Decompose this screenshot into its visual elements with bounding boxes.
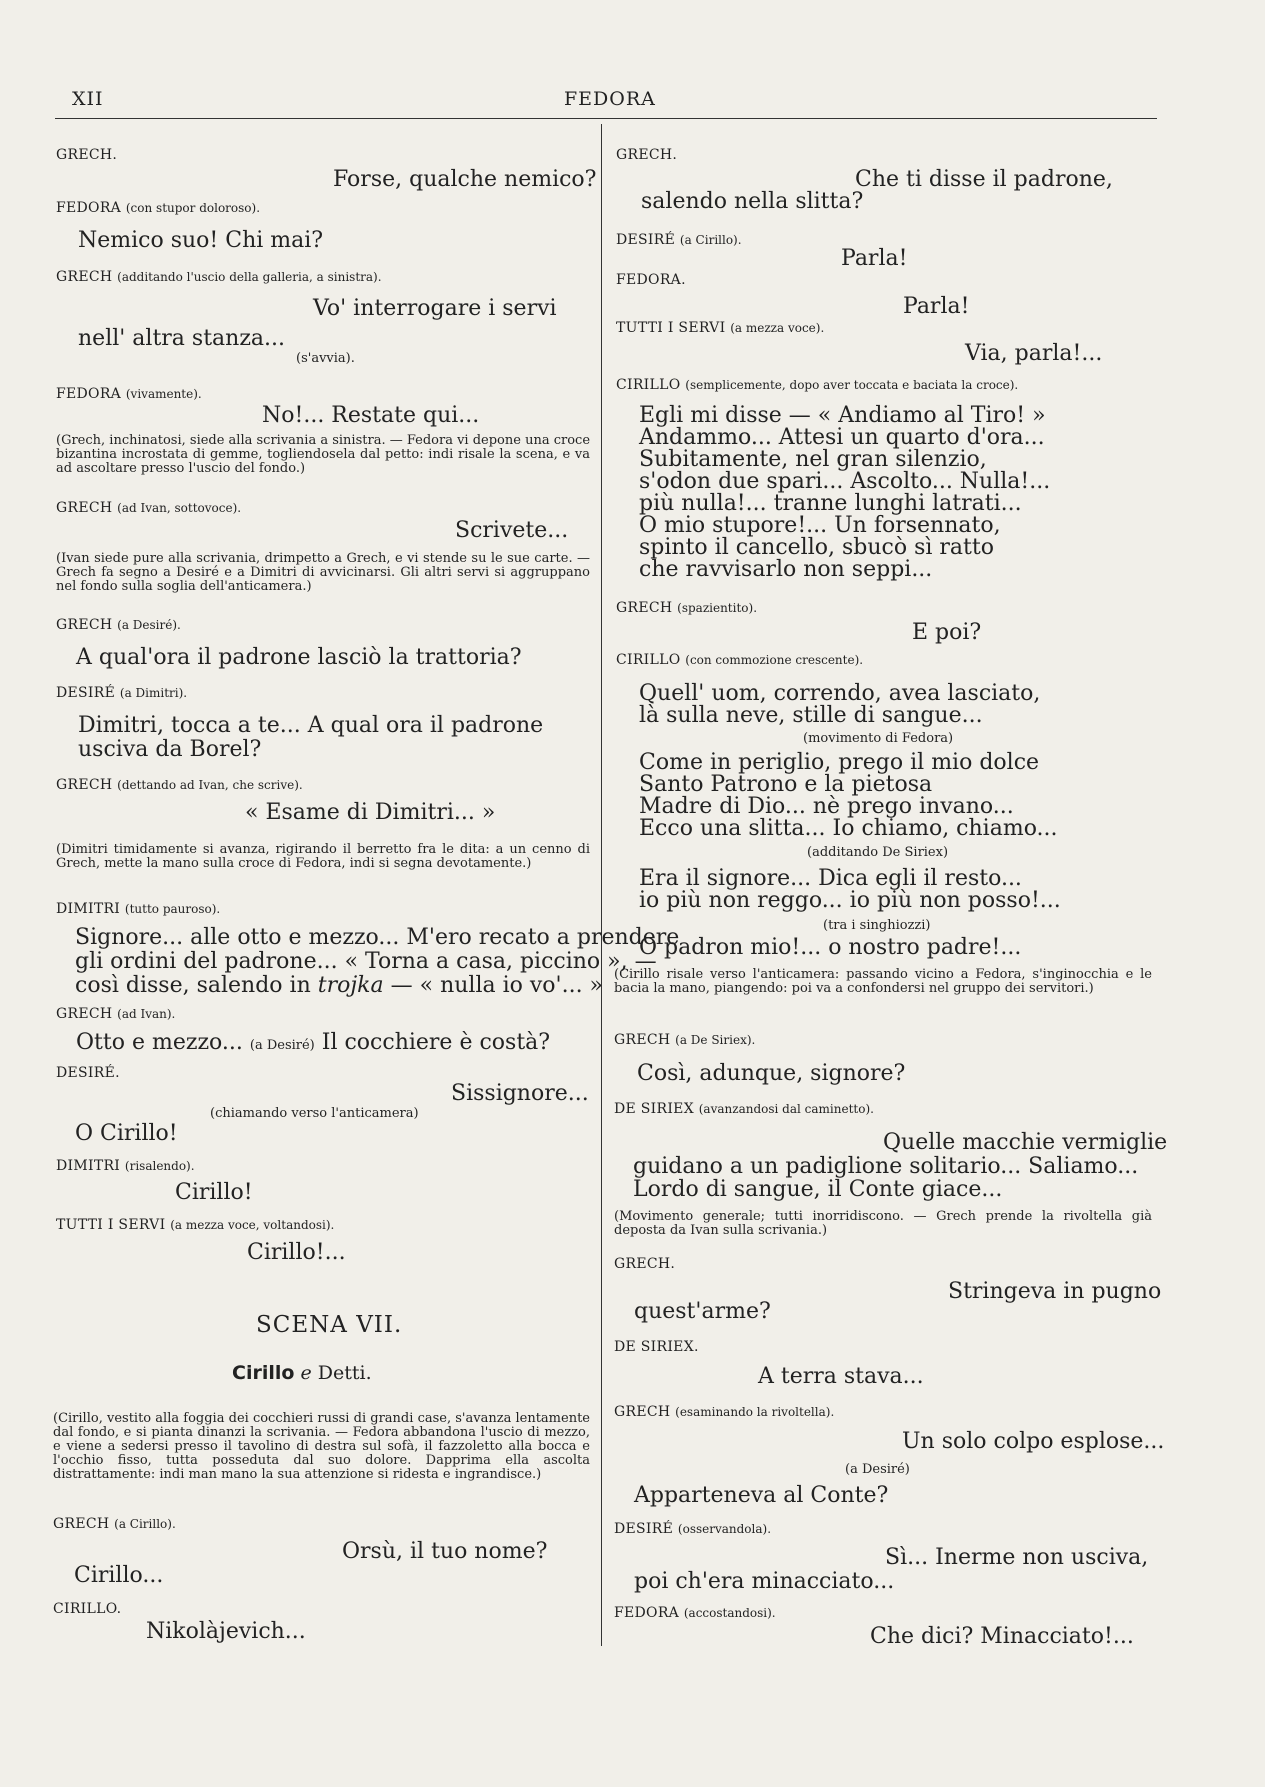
verse-line: A terra stava... — [758, 1364, 924, 1389]
verse-line: Forse, qualche nemico? — [333, 167, 597, 192]
verse-line: Orsù, il tuo nome? — [342, 1539, 548, 1564]
page-title: FEDORA — [564, 88, 656, 110]
verse-line: Così, adunque, signore? — [637, 1061, 906, 1086]
speaker-line: GRECH (a De Siriex). — [614, 1032, 756, 1048]
speaker-line: GRECH (dettando ad Ivan, che scrive). — [56, 777, 303, 793]
speaker-line: GRECH (a Cirillo). — [53, 1516, 176, 1532]
speaker-line: CIRILLO (semplicemente, dopo aver toccata e baciata la croce). — [616, 377, 1019, 393]
verse-line: Nikolàjevich... — [146, 1619, 306, 1644]
scene-cast: Cirillo e Detti. — [232, 1362, 372, 1384]
verse-line: Lordo di sangue, il Conte giace... — [633, 1177, 1003, 1202]
stage-direction: (Ivan siede pure alla scrivania, drimpetto a Grech, e vi stende su le sue carte. — Grech fa segno a Desiré e a Dimitri di avvicinarsi. Gli altri servi si aggruppano nel fondo sulla soglia dell'anticamera.) — [56, 551, 590, 594]
verse-line: Cirillo!... — [247, 1240, 346, 1265]
speaker-line: GRECH (spazientito). — [616, 600, 758, 616]
speaker: GRECH. — [614, 1256, 676, 1272]
speaker-line: DIMITRI (risalendo). — [56, 1158, 195, 1174]
stage-direction: (Dimitri timidamente si avanza, rigirando il berretto fra le dita: a un cenno di Grech, mette la mano sulla croce di Fedora, indi si segna devotamente.) — [56, 842, 590, 871]
speaker: CIRILLO. — [53, 1601, 122, 1617]
verse-line: Stringeva in pugno — [948, 1279, 1162, 1304]
verse-line: Signore... alle otto e mezzo... M'ero recato a prendere — [75, 925, 680, 950]
verse-line: nell' altra stanza... — [78, 326, 286, 351]
stage-direction: (Grech, inchinatosi, siede alla scrivania a sinistra. — Fedora vi depone una croce bizantina incrostata di gemme, togliendosela dal petto: indi risale la scena, e va ad ascoltare presso l'uscio del fondo.) — [56, 433, 591, 476]
verse-line: « Esame di Dimitri... » — [245, 800, 496, 825]
speaker-line: TUTTI I SERVI (a mezza voce, voltandosi). — [56, 1217, 335, 1233]
verse-line: Apparteneva al Conte? — [634, 1483, 889, 1508]
verse-line: Sì... Inerme non usciva, — [885, 1545, 1149, 1570]
column-divider — [601, 124, 602, 1646]
verse-line: Subitamente, nel gran silenzio, — [639, 447, 987, 472]
speaker-line: FEDORA (con stupor doloroso). — [56, 200, 261, 216]
speaker-line: GRECH (ad Ivan, sottovoce). — [56, 500, 242, 516]
verse-line: spinto il cancello, sbucò sì ratto — [639, 535, 994, 560]
verse-line: Scrivete... — [455, 518, 569, 543]
speaker: DE SIRIEX. — [614, 1339, 699, 1355]
verse-line: Che ti disse il padrone, — [855, 167, 1113, 192]
verse-line: là sulla neve, stille di sangue... — [639, 703, 983, 728]
stage-direction: (Cirillo, vestito alla foggia dei cocchieri russi di grandi case, s'avanza lentamente dal fondo, e si pianta dinanzi la scrivania. — Fedora abbandona l'uscio di mezzo, e viene a sedersi presso il tavolino di destra sul sofà, il fazzoletto alla bocca e l'occhio fisso, tutta posseduta dal suo dolore. Dapprima ella ascolta distrattamente: indi man mano la sua attenzione si ridesta e ingrandisce.) — [53, 1411, 590, 1482]
verse-line: più nulla!... tranne lunghi latrati... — [639, 491, 1022, 516]
scene-heading: SCENA VII. — [256, 1312, 403, 1338]
verse-line: io più non reggo... io più non posso!... — [639, 888, 1061, 913]
speaker-line: DESIRÉ (a Cirillo). — [616, 232, 742, 248]
verse-line: Nemico suo! Chi mai? — [78, 228, 324, 253]
speaker-line: TUTTI I SERVI (a mezza voce). — [616, 320, 825, 336]
stage-direction-inline: (chiamando verso l'anticamera) — [210, 1106, 419, 1121]
page-number: XII — [72, 88, 104, 110]
verse-line: E poi? — [912, 620, 982, 645]
verse-line: A qual'ora il padrone lasciò la trattoria? — [76, 645, 522, 670]
verse-line: Egli mi disse — « Andiamo al Tiro! » — [639, 403, 1046, 428]
verse-line: No!... Restate qui... — [262, 403, 480, 428]
verse-line: O mio stupore!... Un forsennato, — [639, 513, 1001, 538]
stage-direction: (Movimento generale; tutti inorridiscono. — Grech prende la rivoltella già deposta da Ivan sulla scrivania.) — [614, 1209, 1152, 1238]
verse-line: Andammo... Attesi un quarto d'ora... — [639, 425, 1045, 450]
speaker-line: DESIRÉ (osservandola). — [614, 1521, 772, 1537]
verse-line: così disse, salendo in trojka — « nulla io vo'... » — [75, 973, 604, 998]
speaker-line: GRECH (a Desiré). — [56, 617, 181, 633]
verse-line: Cirillo! — [175, 1180, 253, 1205]
verse-line: che ravvisarlo non seppi... — [639, 557, 933, 582]
verse-line: Quell' uom, correndo, avea lasciato, — [639, 681, 1041, 706]
verse-line: O padron mio!... o nostro padre!... — [639, 935, 1022, 960]
speaker-line: GRECH (additando l'uscio della galleria, a sinistra). — [56, 269, 382, 285]
stage-direction-inline: (tra i singhiozzi) — [823, 918, 931, 933]
verse-line: Dimitri, tocca a te... A qual ora il padrone — [78, 713, 544, 738]
stage-direction-inline: (a Desiré) — [845, 1462, 910, 1477]
speaker-line: DESIRÉ (a Dimitri). — [56, 685, 188, 701]
verse-line: Che dici? Minacciato!... — [870, 1624, 1134, 1649]
speaker-line: GRECH (ad Ivan). — [56, 1006, 176, 1022]
verse-line: Ecco una slitta... Io chiamo, chiamo... — [639, 816, 1058, 841]
verse-line: Un solo colpo esplose... — [902, 1429, 1165, 1454]
verse-line: O Cirillo! — [75, 1121, 178, 1146]
verse-line: Otto e mezzo... (a Desiré) Il cocchiere è costà? — [76, 1030, 551, 1055]
speaker-line: GRECH (esaminando la rivoltella). — [614, 1404, 835, 1420]
verse-line: quest'arme? — [634, 1299, 771, 1324]
stage-direction: (Cirillo risale verso l'anticamera: passando vicino a Fedora, s'inginocchia e le bacia la mano, piangendo: poi va a confondersi nel gruppo dei servitori.) — [614, 967, 1152, 996]
stage-direction-inline: (additando De Siriex) — [807, 845, 949, 860]
verse-line: gli ordini del padrone... « Torna a casa, piccino », — — [75, 949, 657, 974]
verse-line: guidano a un padiglione solitario... Saliamo... — [633, 1154, 1139, 1179]
verse-line: Parla! — [841, 246, 908, 271]
verse-line: usciva da Borel? — [78, 737, 262, 762]
verse-line: Madre di Dio... nè prego invano... — [639, 794, 1014, 819]
speaker-line: DIMITRI (tutto pauroso). — [56, 901, 221, 917]
verse-line: poi ch'era minacciato... — [634, 1569, 895, 1594]
verse-line: Sissignore... — [451, 1081, 589, 1106]
stage-direction-inline: (movimento di Fedora) — [803, 731, 954, 746]
stage-direction-inline: (s'avvia). — [296, 351, 355, 366]
verse-line: Via, parla!... — [965, 341, 1103, 366]
speaker-line: FEDORA (vivamente). — [56, 386, 202, 402]
verse-line: Cirillo... — [74, 1563, 164, 1588]
verse-line: Vo' interrogare i servi — [313, 296, 557, 321]
speaker: GRECH. — [56, 147, 118, 163]
verse-line: Parla! — [903, 294, 970, 319]
verse-line: s'odon due spari... Ascolto... Nulla!... — [639, 469, 1051, 494]
verse-line: Era il signore... Dica egli il resto... — [639, 866, 1022, 891]
speaker-line: DE SIRIEX (avanzandosi dal caminetto). — [614, 1101, 874, 1117]
speaker: DESIRÉ. — [56, 1065, 120, 1081]
verse-line: salendo nella slitta? — [641, 189, 864, 214]
speaker-line: FEDORA (accostandosi). — [614, 1605, 776, 1621]
verse-line: Come in periglio, prego il mio dolce — [639, 750, 1040, 775]
header-rule — [55, 118, 1157, 119]
verse-line: Santo Patrono e la pietosa — [639, 772, 933, 797]
verse-line: Quelle macchie vermiglie — [883, 1130, 1168, 1155]
speaker-line: CIRILLO (con commozione crescente). — [616, 652, 864, 668]
speaker: GRECH. — [616, 147, 678, 163]
speaker: FEDORA. — [616, 272, 686, 288]
